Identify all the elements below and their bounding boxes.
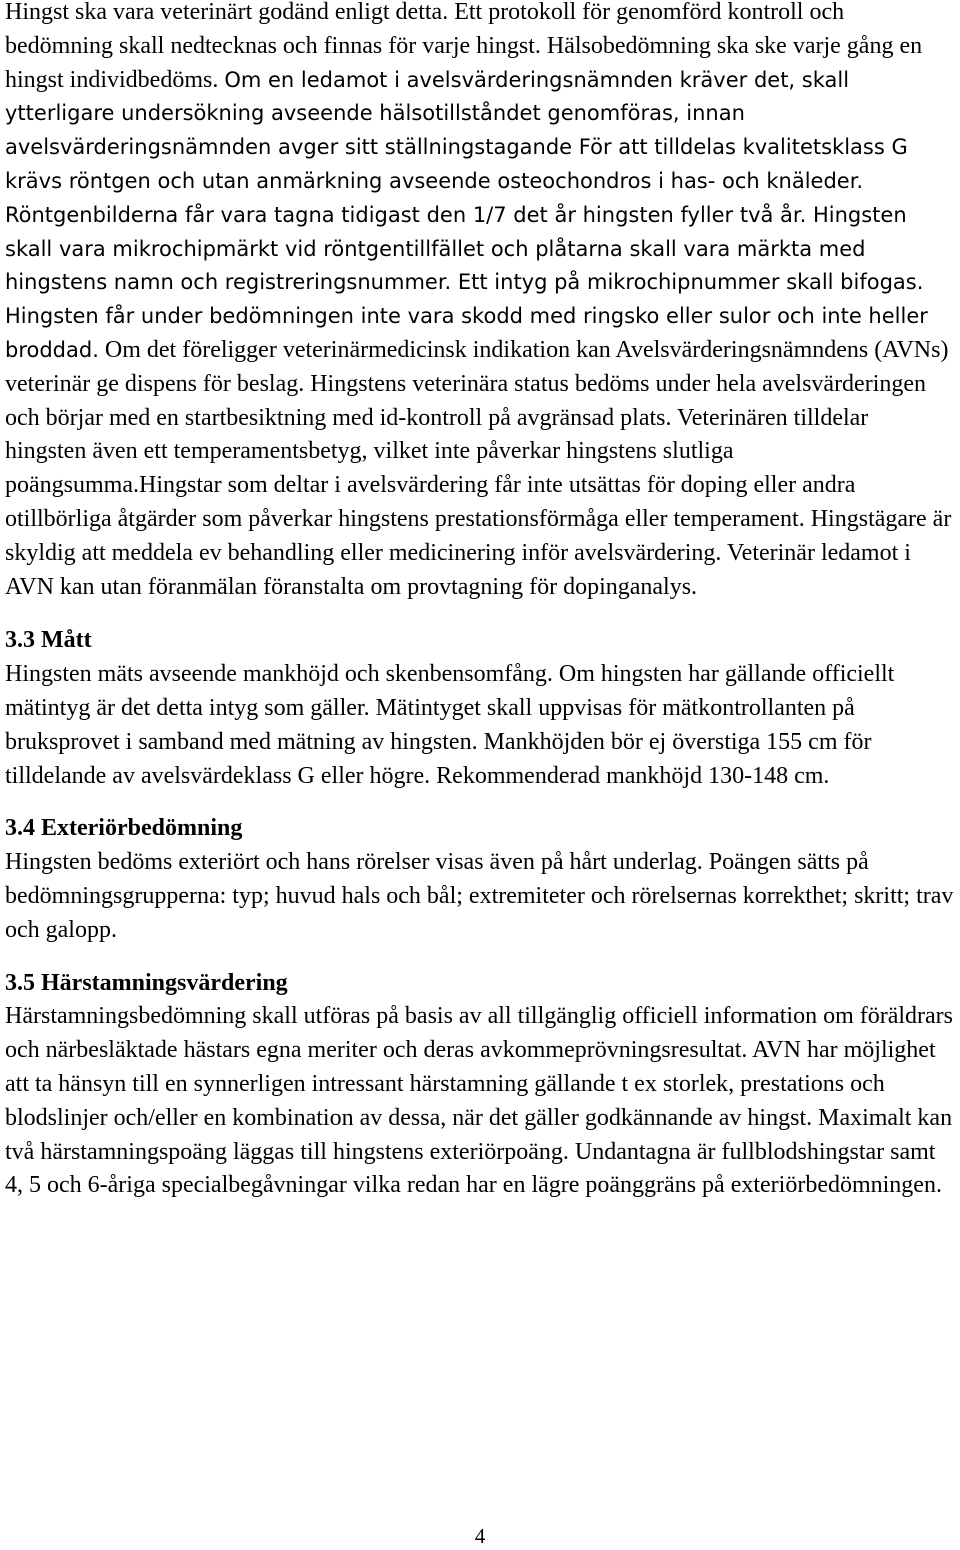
section-heading-3-3: 3.3 Mått [5,627,92,654]
intro-paragraph [5,0,955,604]
section-body-3-5: Härstamningsbedömning skall utföras på basis av all tillgänglig officiell information om föräldrars och närbesläktade hästars egna meriter och deras avkommeprövningsresultat. AVN har möjlighet att ta hänsyn till en synnerligen intressant härstamning gällande t ex storlek, prestations och blodslinjer och/eller en kombination av dessa, när det gäller godkännande av hingst. Maximalt kan två härstamningspoäng läggas till hingstens exteriörpoäng. Undantagna är fullblodshingstar samt 4, 5 och 6-åriga specialbegåvningar vilka redan har en lägre poänggräns på exteriörbedömningen. [5,1003,954,1199]
intro-sentence-1: Hingst ska vara veterinärt godänd enligt detta. Ett protokoll för genomförd kontroll och bedömning skall nedtecknas och finnas för varje hingst. Hälsobedömning ska ske varje gång en hingst individbedöms. [5,0,923,93]
intro-sentence-2: Om en ledamot i avelsvärderingsnämnden kräver det, skall ytterligare undersökning avseende hälsotillståndet genomföras, innan avelsvärderingsnämnden avger sitt ställningstagande För att tilldelas kvalitetsklass G krävs röntgen och utan anmärkning avseende osteochondros i has- och knäleder. Röntgenbilderna får vara tagna tidigast den 1/7 det år hingsten fyller två år. Hingsten skall vara mikrochipmärkt vid röntgentillfället och plåtarna skall vara märkta med hingstens namn och registreringsnummer. Ett intyg på mikrochipnummer skall bifogas. Hingsten får under bedömningen inte vara skodd med ringsko eller sulor och inte heller broddad. [5,67,928,362]
section-body-3-4: Hingsten bedöms exteriört och hans rörelser visas även på hårt underlag. Poängen sätts på bedömningsgrupperna: typ; huvud hals och bål; extremiteter och rörelsernas korrekthet; skritt; trav och galopp. [5,849,954,943]
section-body-3-3: Hingsten mäts avseende mankhöjd och skenbensomfång. Om hingsten har gällande officiellt mätintyg är det detta intyg som gäller. Mätintyget skall uppvisas för mätkontrollanten på bruksprovet i samband med mätning av hingsten. Mankhöjden bör ej överstiga 155 cm för tilldelande av avelsvärdeklass G eller högre. Rekommenderad mankhöjd 130-148 cm. [5,661,895,789]
section-heading-3-4: 3.4 Exteriörbedömning [5,815,243,842]
page-number: 4 [474,1524,486,1548]
intro-sentence-3: Om det föreligger veterinärmedicinsk indikation kan Avelsvärderingsnämndens (AVNs) veterinär ge dispens för beslag. Hingstens veterinära status bedöms under hela avelsvärderingen och börjar med en startbesiktning med id-kontroll på avgränsad plats. Veterinären tilldelar hingsten även ett temperamentsbetyg, vilket inte påverkar hingstens slutliga poängsumma.Hingstar som deltar i avelsvärdering får inte utsättas för doping eller andra otillbörliga åtgärder som påverkar hingstens prestationsförmåga eller temperament. Hingstägare är skyldig att meddela ev behandling eller medicinering inför avelsvärdering. Veterinär ledamot i AVN kan utan föranmälan föranstalta om provtagning för dopinganalys. [5,336,952,600]
section-heading-3-5: 3.5 Härstamningsvärdering [5,969,288,996]
document-page [5,0,955,1203]
